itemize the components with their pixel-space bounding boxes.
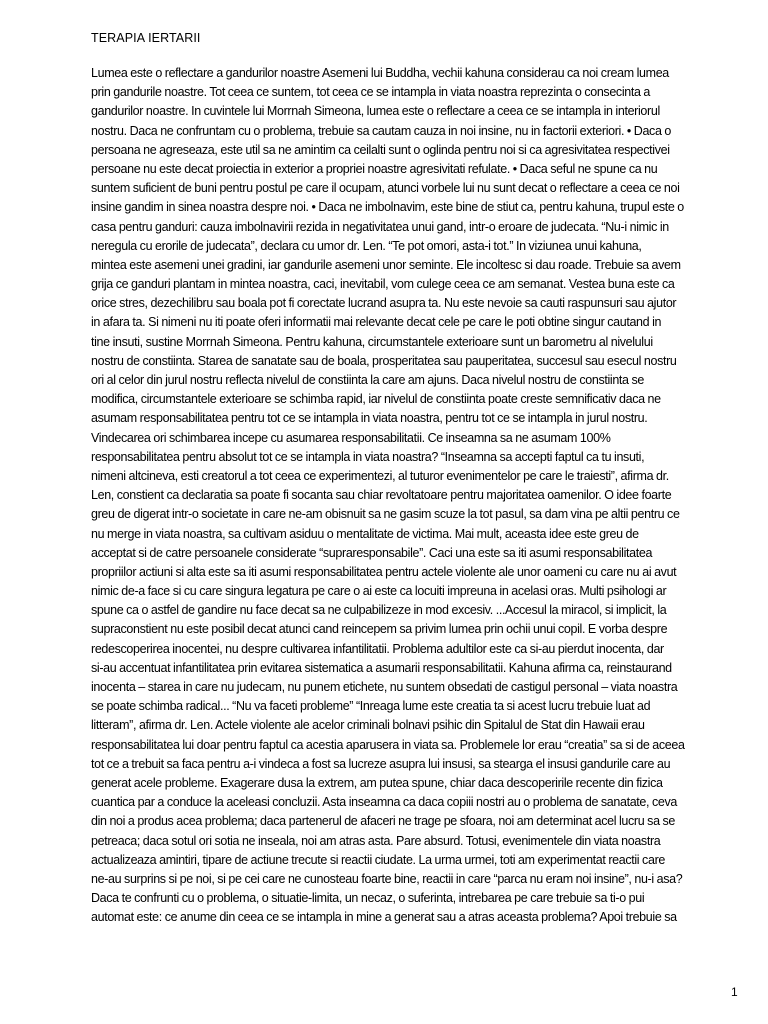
text-line: neregula cu erorile de judecata”, declara cu umor dr. Len. “Te pot omori, asta-i tot.” In viziunea unui kahuna, bbox=[91, 238, 642, 253]
text-line: prin gandurile noastre. Tot ceea ce suntem, tot ceea ce se intampla in viata noastra reprezinta o consecinta a bbox=[91, 85, 651, 100]
text-line: nostru de constiinta. Starea de sanatate sau de boala, prosperitatea sau pauperitatea, succesul sau esecul nostru bbox=[91, 353, 677, 368]
text-line: tot ce a trebuit sa faca pentru a-i vindeca a fost sa lucreze asupra lui insusi, sa stearga el insusi gandurile care au bbox=[91, 756, 671, 771]
text-line: mintea este asemeni unei gradini, iar gandurile asemeni unor seminte. Ele incoltesc si dau roade. Trebuie sa avem bbox=[91, 257, 681, 272]
text-line: ne-au surprins si pe noi, si pe cei care ne cunosteau foarte bine, reactii in care “parca nu eram noi insine”, nu-i asa? bbox=[91, 871, 683, 886]
text-line: responsabilitatea lui doar pentru faptul ca acestia aparusera in viata sa. Problemele lor erau “creatia” sa si de aceea bbox=[91, 737, 685, 752]
text-line: redescoperirea inocentei, nu despre cultivarea infantilitatii. Problema adultilor este ca si-au pierdut inocenta, dar bbox=[91, 641, 664, 656]
text-line: gandurilor noastre. In cuvintele lui Morrnah Simeona, lumea este o reflectare a ceea ce se intampla in interiorul bbox=[91, 104, 660, 119]
text-line: ori al celor din jurul nostru reflecta nivelul de constiinta la care am ajuns. Daca nivelul nostru de constiinta se bbox=[91, 373, 644, 387]
text-line: propriilor actiuni si alta este sa iti asumi responsabilitatea pentru actele violente ale unor oameni cu care nu ai avut bbox=[91, 564, 677, 579]
text-line: generat acele probleme. Exagerare dusa la extrem, am putea spune, chiar daca descoperirile recente din fizica bbox=[91, 775, 663, 790]
text-line: modifica, circumstantele exterioare se schimba rapid, iar nivelul de constiinta poate creste semnificativ daca ne bbox=[91, 392, 661, 407]
text-line: si-au accentuat infantilitatea prin evitarea sistematica a asumarii responsabilitatii. Kahuna afirma ca, reinstaurand bbox=[91, 660, 672, 675]
text-line: Vindecarea ori schimbarea incepe cu asumarea responsabilitatii. Ce inseamna sa ne asumam 100% bbox=[91, 430, 611, 445]
text-line: greu de digerat intr-o societate in care ne-am obisnuit sa ne gasim scuze la tot pasul, sa dam vina pe altii pentru ce bbox=[91, 507, 680, 522]
text-line: asumam responsabilitatea pentru tot ce se intampla in viata noastra, pentru tot ce se intampla in jurul nostru. bbox=[91, 411, 648, 426]
text-line: cuantica par a conduce la aceleasi concluzii. Asta inseamna ca daca copiii nostri au o problema de sanatate, ceva bbox=[91, 795, 677, 810]
text-line: acceptat si de catre persoanele considerate “supraresponsabile”. Caci una este sa iti asumi responsabilitatea bbox=[91, 545, 653, 560]
text-line: automat este: ce anume din ceea ce se intampla in mine a generat sau a atras aceasta problema? Apoi trebuie sa bbox=[91, 910, 677, 925]
text-line: spune ca o astfel de gandire nu face decat sa ne culpabilizeze in mod excesiv. ...Accesul la miracol, si implicit, la bbox=[91, 603, 667, 618]
text-line: tine insuti, sustine Morrnah Simeona. Pentru kahuna, circumstantele exterioare sunt un barometru al nivelului bbox=[91, 334, 653, 349]
text-line: casa pentru ganduri: cauza imbolnavirii rezida in negativitatea unui gand, intr-o eroare de judecata. “Nu-i nimic in bbox=[91, 219, 669, 234]
text-line: persoane nu este decat proiectia in exterior a propriei noastre agresivitati refulate. • Daca seful ne spune ca nu bbox=[91, 161, 658, 176]
page-number: 1 bbox=[731, 985, 738, 999]
document-title: TERAPIA IERTARII bbox=[91, 31, 201, 45]
text-line: petreaca; daca sotul ori sotia ne inseala, noi am atras asta. Pare absurd. Totusi, evenimentele din viata noastra bbox=[91, 833, 661, 848]
text-line: se poate schimba radical... “Nu va faceti probleme” “Inreaga lume este creatia ta si acest lucru trebuie luat ad bbox=[91, 699, 651, 714]
text-line: nostru. Daca ne confruntam cu o problema, trebuie sa cautam cauza in noi insine, nu in factorii exteriori. • Daca o bbox=[91, 123, 671, 138]
text-line: in afara ta. Si nimeni nu iti poate oferi informatii mai relevante decat cele pe care le poti obtine singur cautand in bbox=[91, 315, 662, 330]
text-line: Lumea este o reflectare a gandurilor noastre Asemeni lui Buddha, vechii kahuna considerau ca noi cream lumea bbox=[91, 66, 669, 80]
text-line: nimeni altcineva, esti creatorul a tot ceea ce experimentezi, al tuturor evenimentelor pe care le traiesti”, afirma dr. bbox=[91, 468, 669, 483]
text-line: Len, constient ca declaratia sa poate fi socanta sau chiar revoltatoare pentru majoritatea oamenilor. O idee foarte bbox=[91, 488, 672, 503]
text-line: persoana ne agreseaza, este util sa ne amintim ca ceilalti sunt o oglinda pentru noi si ca agresivitatea respectivei bbox=[91, 142, 670, 157]
text-line: supraconstient nu este posibil decat atunci cand reincepem sa privim lumea prin ochii unui copil. E vorba despre bbox=[91, 622, 668, 637]
text-line: nimic de-a face si cu care singura legatura pe care o ai este ca locuiti impreuna in acelasi oras. Multi psihologi ar bbox=[91, 584, 667, 599]
text-line: orice stres, dezechilibru sau boala pot fi corectate lucrand asupra ta. Nu este nevoie sa cauti raspunsuri sau ajutor bbox=[91, 296, 677, 311]
text-line: Daca te confrunti cu o problema, o situatie-limita, un necaz, o suferinta, intrebarea pe care trebuie sa ti-o pui bbox=[91, 891, 645, 906]
text-line: nu merge in viata noastra, sa cultivam asiduu o mentalitate de victima. Mai mult, aceasta idee este greu de bbox=[91, 526, 639, 541]
text-line: insine gandim in sinea noastra despre noi. • Daca ne imbolnavim, este bine de stiut ca, pentru kahuna, trupul este o bbox=[91, 200, 684, 215]
text-line: responsabilitatea pentru absolut tot ce se intampla in viata noastra? “Inseamna sa accepti faptul ca tu insuti, bbox=[91, 449, 645, 464]
text-line: litteram”, afirma dr. Len. Actele violente ale acelor criminali bolnavi psihic din Spitalul de Stat din Hawaii erau bbox=[91, 718, 645, 733]
text-line: din noi a produs acea problema; daca partenerul de afaceri ne trage pe sfoara, noi am determinat acel lucru sa se bbox=[91, 814, 675, 829]
text-line: actualizeaza amintiri, tipare de actiune trecute si reactii ciudate. La urma urmei, toti am experimentat reactii care bbox=[91, 852, 665, 867]
body-paragraph bbox=[91, 64, 735, 927]
text-line: grija ce ganduri plantam in mintea noastra, caci, inevitabil, vom culege ceea ce am semanat. Vestea buna este ca bbox=[91, 277, 675, 292]
text-line: inocenta – starea in care nu judecam, nu punem etichete, nu suntem obsedati de castigul personal – viata noastra bbox=[91, 680, 678, 694]
text-line: suntem suficient de buni pentru postul pe care il ocupam, atunci vorbele lui nu sunt decat o reflectare a ceea ce noi bbox=[91, 181, 680, 196]
